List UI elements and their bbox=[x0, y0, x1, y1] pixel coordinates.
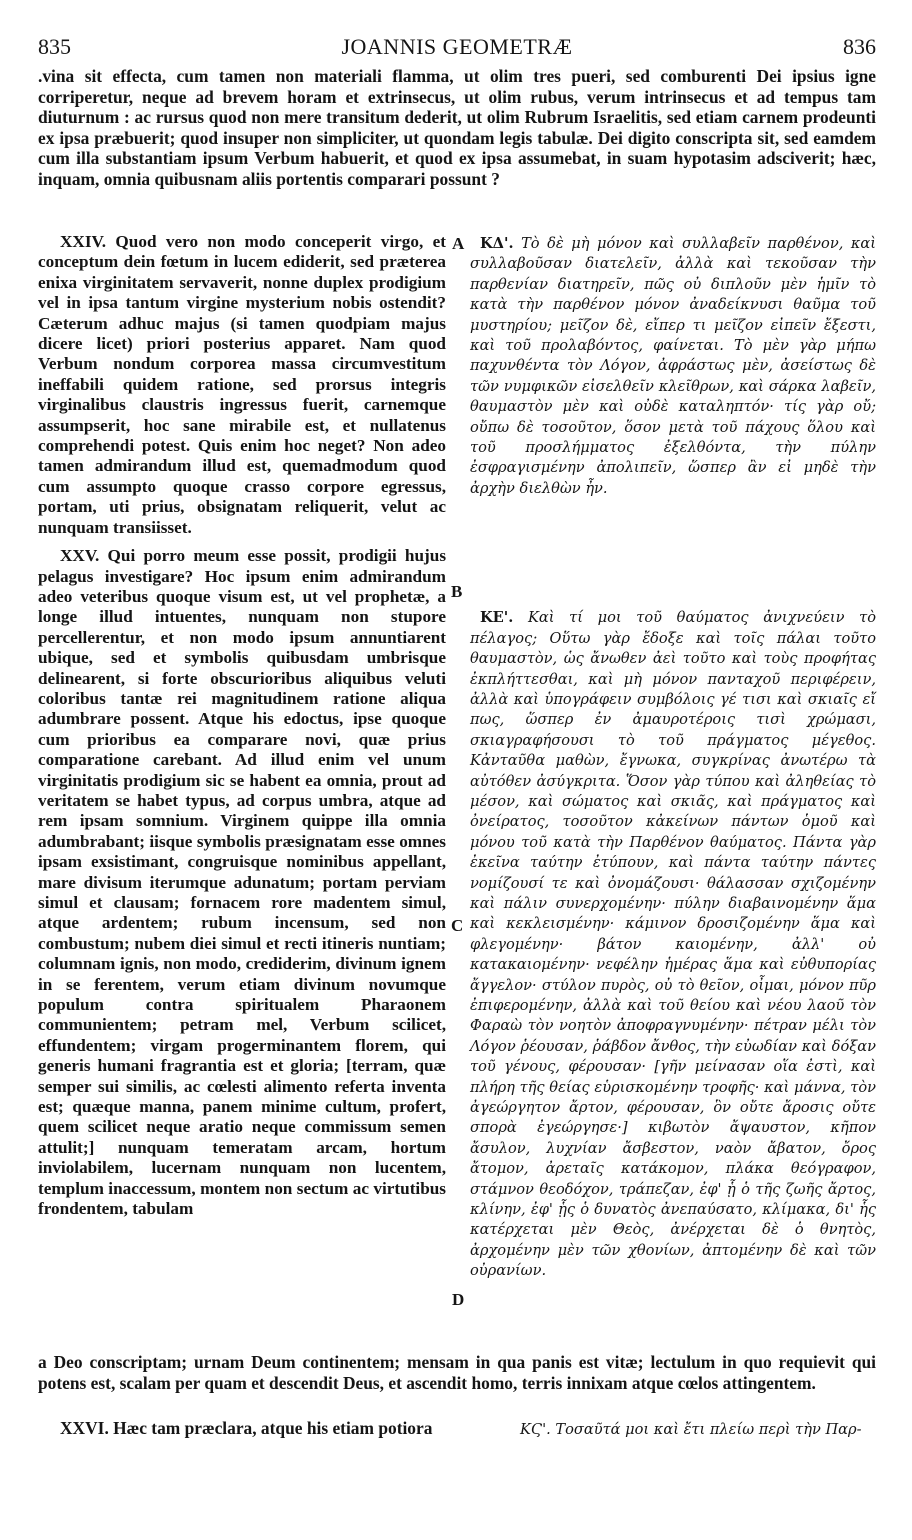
greek-column bbox=[470, 234, 876, 1290]
section-number: XXV. bbox=[60, 546, 100, 566]
margin-marker-b: B bbox=[451, 582, 463, 601]
running-title: JOANNIS GEOMETRÆ bbox=[341, 34, 573, 59]
bottom-paragraph: a Deo conscriptam; urnam Deum continentem; mensam in qua panis est vitæ; lectulum in quo requievit qui potens est, scalam per quam et descendit Deus, et ascendit homo, terris innixam atque cœlos attingentem. bbox=[38, 1352, 876, 1393]
section-text: Τὸ δὲ μὴ μόνον καὶ συλλαβεῖν παρθένον, καὶ συλλαβοῦσαν διατελεῖν, ἀλλὰ καὶ τεκοῦσαν τὴν παρθενίαν διατηρεῖν, πῶς οὐ διπλοῦν μὲν ἡμῖν τὸ κατὰ τὴν παρθένον μόνον ἀναδείκνυσι θαῦμα τοῦ μυστηρίου; μεῖζον δὲ, εἴπερ τι μεῖζον εἰπεῖν ἔξεστι, καὶ τοῦ προλαβόντος, φαίνεται. Τὸ μὲν γὰρ μήπω παχυνθέντα τὸν Λόγον, ἀφράστως μὲν, ἀσείστως δὲ τῶν νυμφικῶν εἰσελθεῖν κλεῖθρων, καὶ σάρκα λαβεῖν, θαυμαστὸν μὲν καὶ οὐδὲ καταληπτόν· τίς γὰρ οὔ; οὔπω δὲ τοσοῦτον, ὅσον μετὰ τοῦ πάχους ὅλου καὶ τοῦ προσλήμματος ἐξελθόντα, τὴν πύλην ἐσφραγισμένην ἀπολιπεῖν, ὥσπερ ἂν εἰ μηδὲ τὴν ἀρχὴν διελθὼν ἦν. bbox=[470, 235, 876, 497]
section-number: ΚϚ'. bbox=[520, 1421, 551, 1438]
section-number: ΚΔ'. bbox=[480, 235, 514, 252]
section-text: Hæc tam præclara, atque his etiam potiora bbox=[113, 1418, 433, 1438]
greek-section-ke bbox=[470, 608, 876, 1281]
greek-section-kd bbox=[470, 234, 876, 499]
margin-marker-a: A bbox=[452, 234, 465, 253]
running-header bbox=[38, 34, 876, 64]
latin-section-xxvi bbox=[38, 1418, 468, 1439]
section-text: Qui porro meum esse possit, prodigii hujus pelagus investigare? Hoc ipsum enim admirandum adeo veteribus quoque visum est, ut vel prophetæ, a longe illud intuentes, nunquam non stupore percellerentur, et non modo ipsum annuntiarent ubique, sed et symbolis quibusdam umbrisque delinearent, si forte obscurioribus aliquibus veluti coloribus tantæ rei magnitudinem ratione aliqua adumbrare possent. Atque his edoctus, ipse quoque cum prioribus ea comparare novi, quæ prius comparatione carebant. Ad illud enim vel unum virginitatis prodigium sic se habent ea omnia, prout ad veritatem se habet typus, ad corpus umbra, atque ad rem ipsam somnium. Virginem quippe illa omnia adumbrabant; iisque symbolis præsignatam esse omnes ipsam exsistimant, congruisque nominibus appellant, mare divisum iterumque adunatum; portam perviam simul et clausam; fornacem rore madentem simul, atque ardentem; rubum incensum, sed non combustum; nubem diei simul et recti itineris nuntiam; columnam ignis, non modo, crediderim, divinum ignem in se ferentem, verum etiam divinum novumque populum contra spiritualem Pharaonem communientem; petram mel, Verbum scilicet, effundentem; virgam progerminantem florem, qui generis humani fragrantia est et gloria; [terram, quæ semper sui similis, ac cœlesti alimento referta inventa est; quæque manna, panem minime cultum, profert, quem scilicet neque aratio neque commissum semen attulit;] nunquam temeratam arcam, hortum inviolabilem, lucernam nunquam non lucentem, templum inaccessum, montem non sectum ac virtutibus frondentem, tabulam bbox=[38, 546, 447, 1219]
margin-marker-d: D bbox=[452, 1290, 465, 1309]
section-text: Quod vero non modo conceperit virgo, et conceptum dein fœtum in lucem ediderit, sed præterea enixa virginitatem servaverit, nonne duplex prodigium vel in ipsa tantum virgine mysterium nobis ostendit? Cæterum adhuc majus (si tamen quodpiam majus dicere licet) priori posterius apparet. Nam quod Verbum nondum corporea massa circumvestitum ineffabili quidem ratione, sed prorsus integris virginalibus claustris ingressus fuerit, carnemque assumpserit, hoc sane mirabile est, et nullatenus comprehendi potest. Quis enim hoc neget? Non adeo tamen admirandum illud est, quemadmodum quod cum assumpto quoque crasso corpore egressus, portam, uti prius, obsignatam reliquerit, velut ac nunquam transiisset. bbox=[38, 232, 446, 537]
right-page-number: 836 bbox=[843, 34, 876, 59]
latin-section-xxiv bbox=[38, 232, 446, 538]
section-text: Καὶ τί μοι τοῦ θαύματος ἀνιχνεύειν τὸ πέλαγος; Οὕτω γὰρ ἔδοξε καὶ τοῖς πάλαι τοῦτο θαυμαστὸν, ὡς ἄνωθεν ἀεὶ τοῦτο καὶ τοὺς προφήτας ἐκπλήττεσθαι, καὶ μὴ μόνον πανταχοῦ περιφέρειν, ἀλλὰ καὶ ὑπογράφειν συμβόλοις γέ τισι καὶ σκιαῖς εἴ πως, ὥσπερ ἐν ἀμαυροτέροις τισὶ χρώμασι, σκιαγραφήσουσι τὸ τοῦ πράγματος μέγεθος. Κἀνταῦθα μαθὼν, ἔγνωκα, συγκρίνας ἀνωτέρω τὰ αὐτόθεν ἀσύγκριτα. Ὅσον γὰρ τύπου καὶ ἀληθείας τὸ μέσον, καὶ σώματος καὶ σκιᾶς, καὶ πράγματος καὶ ὀνείρατος, τοσοῦτον κἀκείνων πάντων ὁμοῦ καὶ μόνου τοῦ κατὰ τὴν Παρθένον θαύματος. Πάντα γὰρ ἐκεῖνα ταύτην ἐτύπουν, καὶ πάντα ταύτην πάντες νομίζουσί τε καὶ ὀνομάζουσι· θάλασσαν σχιζομένην καὶ πάλιν συνερχομένην· πύλην διαβαινομένην ἅμα καὶ κεκλεισμένην· κάμινον δροσιζομένην ἅμα καὶ φλεγομένην· βάτον καιομένην, ἀλλ' οὐ κατακαιομένην· νεφέλην ἡμέρας ἅμα καὶ εὐθυπορίας ἄγγελον· στύλον πυρὸς, οὐ τὸ θεῖον, οἶμαι, μόνον πῦρ ἐπιφερομένην, ἀλλὰ καὶ τοῦ θείου καὶ νέου λαοῦ τὸν Φαραὼ τὸν νοητὸν ἀποφραγνυμένην· πέτραν μέλι τὸν Λόγον ῥέουσαν, ῥάβδον ἄνθος, τὴν εὐωδίαν καὶ δόξαν τοῦ γένους, φέρουσαν· [γῆν μείνασαν οἵα ἐστὶ, καὶ πλήρη τῆς θείας εὑρισκομένην τροφῆς· καὶ μάννα, τὸν ἀγεώργητον ἄρτον, φέρουσαν, ὃν οὔτε ἄροσις οὔτε σπορὰ ἐγεώργησε·] κιβωτὸν ἄψαυστον, κῆπον ἄσυλον, λυχνίαν ἄσβεστον, ναὸν ἄβατον, ὄρος ἄτομον, ἀρεταῖς κατάκομον, πλάκα θεόγραφον, στάμνον θεοδόχον, τράπεζαν, ἐφ' ᾗ ὁ τῆς ζωῆς ἄρτος, κλίνην, ἐφ' ᾗς ὁ δυνατὸς ἀνεπαύσατο, κλίμακα, δι' ἧς κατέρχεται μὲν Θεὸς, ἀνέρχεται δὲ ὁ θνητὸς, ἀρχομένην μὲν τῶν χθονίων, ἀπτομένην δὲ καὶ τῶν οὐρανίων. bbox=[470, 609, 877, 1280]
greek-section-kf bbox=[468, 1420, 862, 1441]
left-page-number: 835 bbox=[38, 34, 71, 59]
latin-section-xxv bbox=[38, 546, 446, 1219]
section-number: XXVI. bbox=[60, 1418, 109, 1438]
top-paragraph: .vina sit effecta, cum tamen non materiali flamma, ut olim tres pueri, sed comburenti Dei ipsius igne corriperetur, neque ad brevem horam et extrinsecus, ut olim rubus, verum intrinsecus et ad tempus tam diuturnum : ac rursus quod non mere transitum dederit, ut olim Rubrum Israelitis, sed etiam carnem prodeunti ex ipsa præbuerit; quod insuper non simpliciter, ut quondam legis tabulæ. Dei digito conscripta sit, sed eamdem cum illa substantiam ipsum Verbum habuerit, et quod ex ipsa assumebat, in suam hypotasim adsciverit; hæc, inquam, omnia quibusnam aliis portentis comparari possunt ? bbox=[38, 66, 876, 189]
last-line bbox=[38, 1418, 876, 1441]
section-text: Τοσαῦτά μοι καὶ ἔτι πλείω περὶ τὴν Παρ- bbox=[555, 1421, 862, 1438]
latin-column bbox=[38, 232, 446, 1228]
margin-marker-c: C bbox=[451, 916, 464, 935]
section-number: ΚΕ'. bbox=[480, 609, 514, 627]
section-number: XXIV. bbox=[60, 232, 107, 251]
